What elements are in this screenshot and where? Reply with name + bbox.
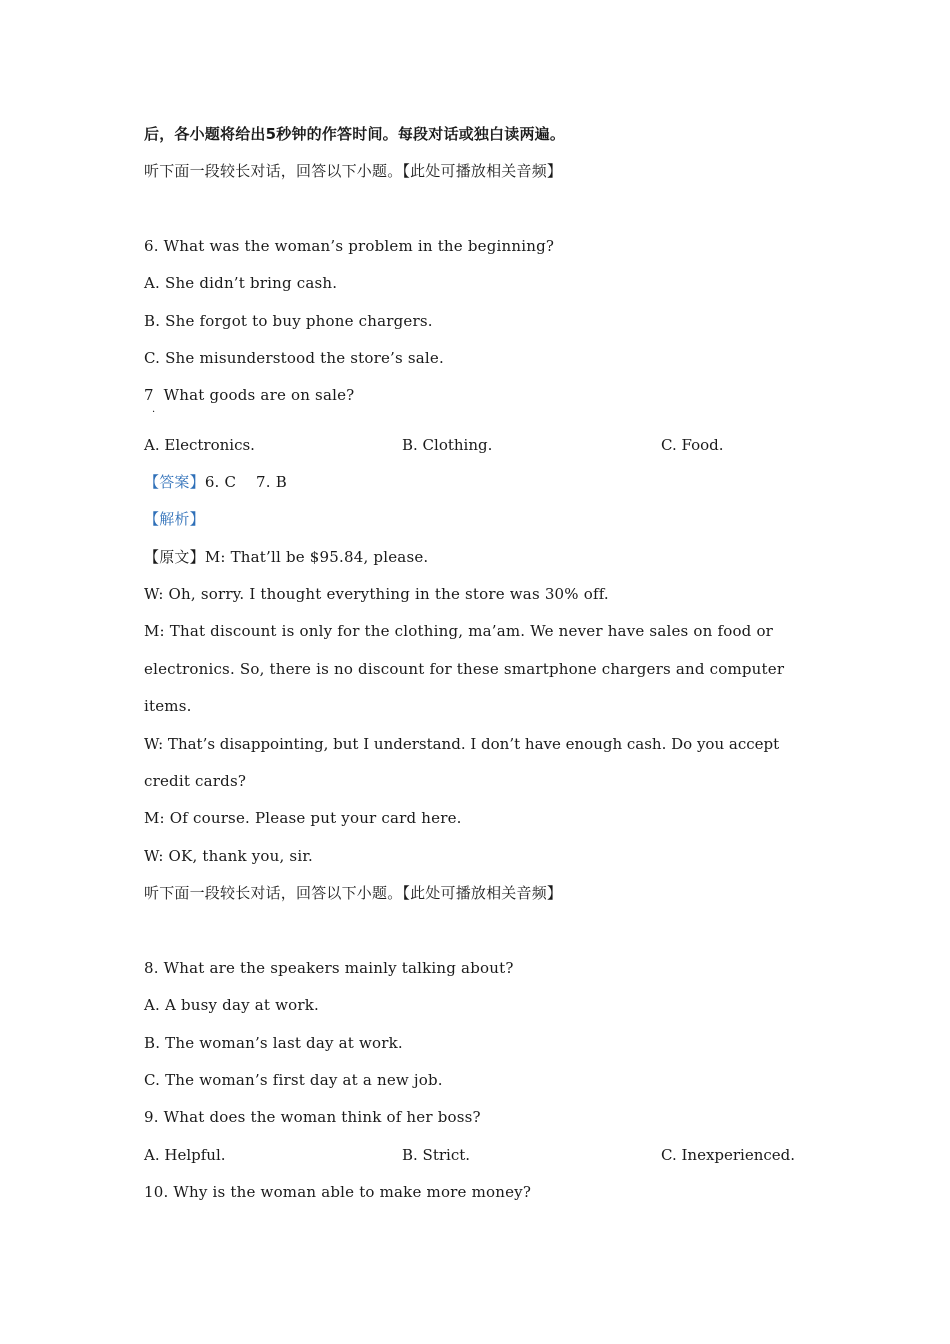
question-10: 10. Why is the woman able to make more money? <box>144 1183 532 1201</box>
q9-option-b: B. Strict. <box>402 1146 471 1164</box>
transcript-line-1 <box>144 547 814 567</box>
instruction-line: 后，各小题将给出5秒钟的作答时间。每段对话或独白读两遍。 <box>144 125 566 143</box>
transcript-label: 【原文】 <box>144 548 205 566</box>
question-7: 7 What goods are on sale? <box>144 386 355 404</box>
transcript-line-6: W: That’s disappointing, but I understand. I don’t have enough cash. Do you accept <box>144 735 780 753</box>
question-9: 9. What does the woman think of her boss? <box>144 1108 481 1126</box>
q6-option-a: A. She didn’t bring cash. <box>144 274 338 292</box>
stray-dot: · <box>152 407 156 418</box>
transcript-line-8: M: Of course. Please put your card here. <box>144 809 462 827</box>
analysis-label: 【解析】 <box>144 510 205 528</box>
answer-text: 6. C 7. B <box>204 473 287 491</box>
q6-option-b: B. She forgot to buy phone chargers. <box>144 312 433 330</box>
answer-label: 【答案】 <box>144 473 205 491</box>
transcript-line-4: electronics. So, there is no discount for these smartphone chargers and computer <box>144 660 785 678</box>
q7-option-c: C. Food. <box>661 436 724 454</box>
transcript-line-3: M: That discount is only for the clothing, ma’am. We never have sales on food or <box>144 622 774 640</box>
q9-option-a: A. Helpful. <box>144 1146 226 1164</box>
q7-option-b: B. Clothing. <box>402 436 493 454</box>
q8-option-a: A. A busy day at work. <box>144 996 319 1014</box>
q9-option-c: C. Inexperienced. <box>661 1146 796 1164</box>
question-6: 6. What was the woman’s problem in the beginning? <box>144 237 555 255</box>
transcript-line-5: items. <box>144 697 192 715</box>
q8-option-b: B. The woman’s last day at work. <box>144 1034 403 1052</box>
transcript-text-1: M: That’ll be $95.84, please. <box>204 548 429 566</box>
q7-option-a: A. Electronics. <box>144 436 255 454</box>
listening-intro: 听下面一段较长对话，回答以下小题。【此处可播放相关音频】 <box>144 162 563 180</box>
transcript-line-7: credit cards? <box>144 772 247 790</box>
question-8: 8. What are the speakers mainly talking about? <box>144 959 514 977</box>
q8-option-c: C. The woman’s first day at a new job. <box>144 1071 443 1089</box>
q6-option-c: C. She misunderstood the store’s sale. <box>144 349 444 367</box>
answer-line <box>144 472 814 492</box>
transcript-line-2: W: Oh, sorry. I thought everything in the store was 30% off. <box>144 585 609 603</box>
listening-intro-2: 听下面一段较长对话，回答以下小题。【此处可播放相关音频】 <box>144 884 563 902</box>
transcript-line-9: W: OK, thank you, sir. <box>144 847 314 865</box>
